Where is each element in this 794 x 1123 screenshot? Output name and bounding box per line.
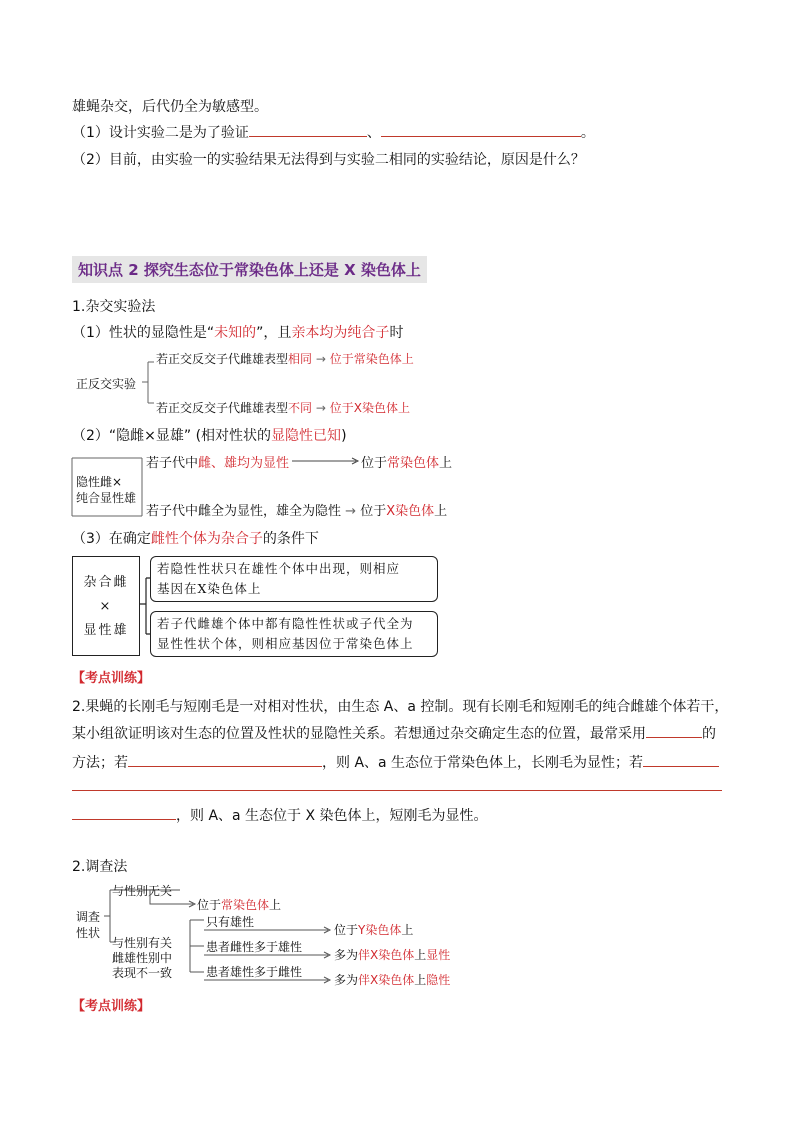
- d4-result-text: 位于: [197, 898, 222, 912]
- d2-upper-result-highlight: 常染色体: [387, 456, 440, 471]
- d4-branch-1: 与性别无关: [112, 884, 173, 898]
- method-1-title: 1.杂交实验法: [72, 299, 156, 315]
- answer-blank[interactable]: [643, 752, 719, 767]
- problem-2-text: ，则 A、a 生态位于常染色体上，长刚毛为显性；若: [322, 755, 644, 771]
- d4-result-highlight: 伴X染色体: [358, 973, 415, 987]
- d4-sub-1-result: [334, 921, 413, 938]
- d4-result-highlight: 伴X染色体: [358, 948, 415, 962]
- d2-upper-branch: [146, 452, 289, 471]
- arrow-right-icon: →: [345, 504, 357, 519]
- problem-2-text: 方法；若: [72, 755, 128, 771]
- d4-sub-1: 只有雄性: [206, 915, 255, 929]
- problem-2-line: [72, 805, 488, 825]
- problem-2-text: ，则 A、a 生态位于 X 染色体上，短刚毛为显性。: [176, 808, 488, 824]
- d1-lower-branch: [156, 399, 410, 416]
- answer-blank[interactable]: [72, 805, 176, 820]
- d3-root-line: 杂合雌: [83, 575, 129, 590]
- condition-1-highlight: 未知的: [214, 325, 257, 341]
- d4-sub-2-result: [334, 946, 450, 963]
- d4-branch-2-sub: [112, 951, 172, 981]
- d4-result-highlight: 显性: [426, 948, 451, 962]
- d3-box-1-line: 若隐性性状只在雄性个体中出现，则相应: [157, 561, 401, 576]
- condition-3-text: 的条件下: [262, 531, 319, 547]
- d4-sub-line: 雌雄性别中: [112, 951, 173, 965]
- d2-upper-result: [361, 452, 452, 471]
- problem-2-text: 的: [702, 726, 716, 742]
- condition-1-text: 时: [389, 325, 404, 341]
- condition-3-highlight: 雌性个体为杂合子: [150, 531, 263, 547]
- d1-upper-result: 位于常染色体上: [329, 352, 414, 366]
- d2-upper-highlight: 雌、雄均为显性: [198, 456, 290, 471]
- d4-branch-2: 与性别有关: [112, 936, 173, 950]
- d1-root: 正反交实验: [76, 377, 137, 391]
- condition-2-highlight: 显隐性已知: [271, 428, 342, 444]
- answer-blank[interactable]: [646, 723, 702, 738]
- question-2: （2）目前，由实验一的实验结果无法得到与实验二相同的实验结论，原因是什么？: [72, 152, 585, 168]
- d4-root-line: 调查: [76, 910, 101, 924]
- training-label: 【考点训练】: [72, 999, 151, 1014]
- d1-lower-highlight: 不同: [288, 401, 313, 415]
- d2-upper-text: 若子代中: [146, 456, 199, 471]
- d4-result-text: 多为: [334, 948, 359, 962]
- d4-sub-2: 患者雌性多于雄性: [206, 940, 303, 954]
- section-heading: 知识点 2 探究生态位于常染色体上还是 X 染色体上: [72, 256, 427, 283]
- d3-box-1: [150, 556, 438, 602]
- d1-upper-text: 若正交反交子代雌雄表型: [156, 352, 289, 366]
- d3-box-2: [150, 611, 438, 657]
- intro-line: 雄蝇杂交，后代仍全为敏感型。: [72, 99, 268, 115]
- answer-blank[interactable]: [128, 752, 322, 767]
- d2-upper-result-text: 位于: [361, 456, 388, 471]
- d2-lower-result-text: 上: [434, 504, 448, 519]
- condition-1-highlight: 亲本均为纯合子: [291, 325, 390, 341]
- d2-upper-result-text: 上: [439, 456, 453, 471]
- condition-1-text: ”，且: [256, 325, 292, 341]
- problem-2-line: [72, 752, 719, 772]
- d4-result-text: 上: [414, 948, 427, 962]
- d1-upper-branch: [156, 350, 414, 367]
- d4-result-text: 上: [401, 923, 414, 937]
- d4-sub-3-result: [334, 971, 450, 988]
- condition-3: [72, 528, 319, 548]
- d4-sub-line: 表现不一致: [112, 966, 173, 980]
- d4-root: [76, 909, 100, 941]
- arrow-right-icon: →: [315, 401, 326, 415]
- d2-lower-text: 若子代中雌全为显性，雄全为隐性: [146, 504, 342, 519]
- problem-2-line: [72, 723, 716, 743]
- condition-2: [72, 425, 347, 445]
- d1-lower-result: 位于X染色体上: [329, 401, 410, 415]
- d1-upper-highlight: 相同: [288, 352, 313, 366]
- d3-box-2-line: 若子代雌雄个体中都有隐性性状或子代全为: [157, 616, 414, 631]
- arrow-right-icon: →: [315, 352, 326, 366]
- d2-lower-branch: [146, 500, 447, 519]
- condition-2-text: ): [341, 428, 347, 444]
- condition-3-text: （3）在确定: [72, 531, 151, 547]
- d2-lower-result-text: 位于: [360, 504, 387, 519]
- d4-result-highlight: 常染色体: [221, 898, 270, 912]
- condition-2-text: （2）“隐雌×显雄” (相对性状的: [72, 428, 272, 444]
- d4-result-text: 多为: [334, 973, 359, 987]
- d3-box-1-line: 基因在X染色体上: [157, 581, 262, 596]
- d2-root-line: 隐性雌×: [76, 475, 123, 489]
- d4-result-text: 上: [414, 973, 427, 987]
- d3-root-line: ×: [99, 599, 113, 614]
- d4-result-text: 上: [269, 898, 282, 912]
- answer-blank-line[interactable]: [72, 790, 722, 791]
- d4-sub-3: 患者雄性多于雌性: [206, 965, 303, 979]
- d2-lower-result-highlight: X染色体: [386, 504, 435, 519]
- separator: 、: [366, 125, 381, 141]
- d4-result-highlight: 隐性: [426, 973, 451, 987]
- d4-result-highlight: Y染色体: [358, 923, 402, 937]
- d2-root-line: 纯合显性雄: [76, 491, 137, 505]
- d1-lower-text: 若正交反交子代雌雄表型: [156, 401, 289, 415]
- d4-branch-1-result: [197, 896, 281, 913]
- method-2-title: 2.调查法: [72, 859, 128, 875]
- d4-root-line: 性状: [76, 926, 101, 940]
- period: 。: [580, 125, 595, 141]
- d3-root-box: [72, 556, 140, 656]
- d4-result-text: 位于: [334, 923, 359, 937]
- training-label: 【考点训练】: [72, 671, 151, 686]
- problem-2-text: 某小组欲证明该对生态的位置及性状的显隐性关系。若想通过杂交确定生态的位置，最常采用: [72, 726, 646, 742]
- d3-box-2-line: 显性性状个体，则相应基因位于常染色体上: [157, 636, 414, 651]
- problem-2-line: 2.果蝇的长刚毛与短刚毛是一对相对性状，由生态 A、a 控制。现有长刚毛和短刚毛的纯合雌雄个体若干，: [72, 699, 729, 715]
- question-1-text: （1）设计实验二是为了验证: [72, 125, 249, 141]
- d2-root: [76, 474, 136, 506]
- d3-root-line: 显性雄: [83, 623, 129, 638]
- condition-1-text: （1）性状的显隐性是“: [72, 325, 215, 341]
